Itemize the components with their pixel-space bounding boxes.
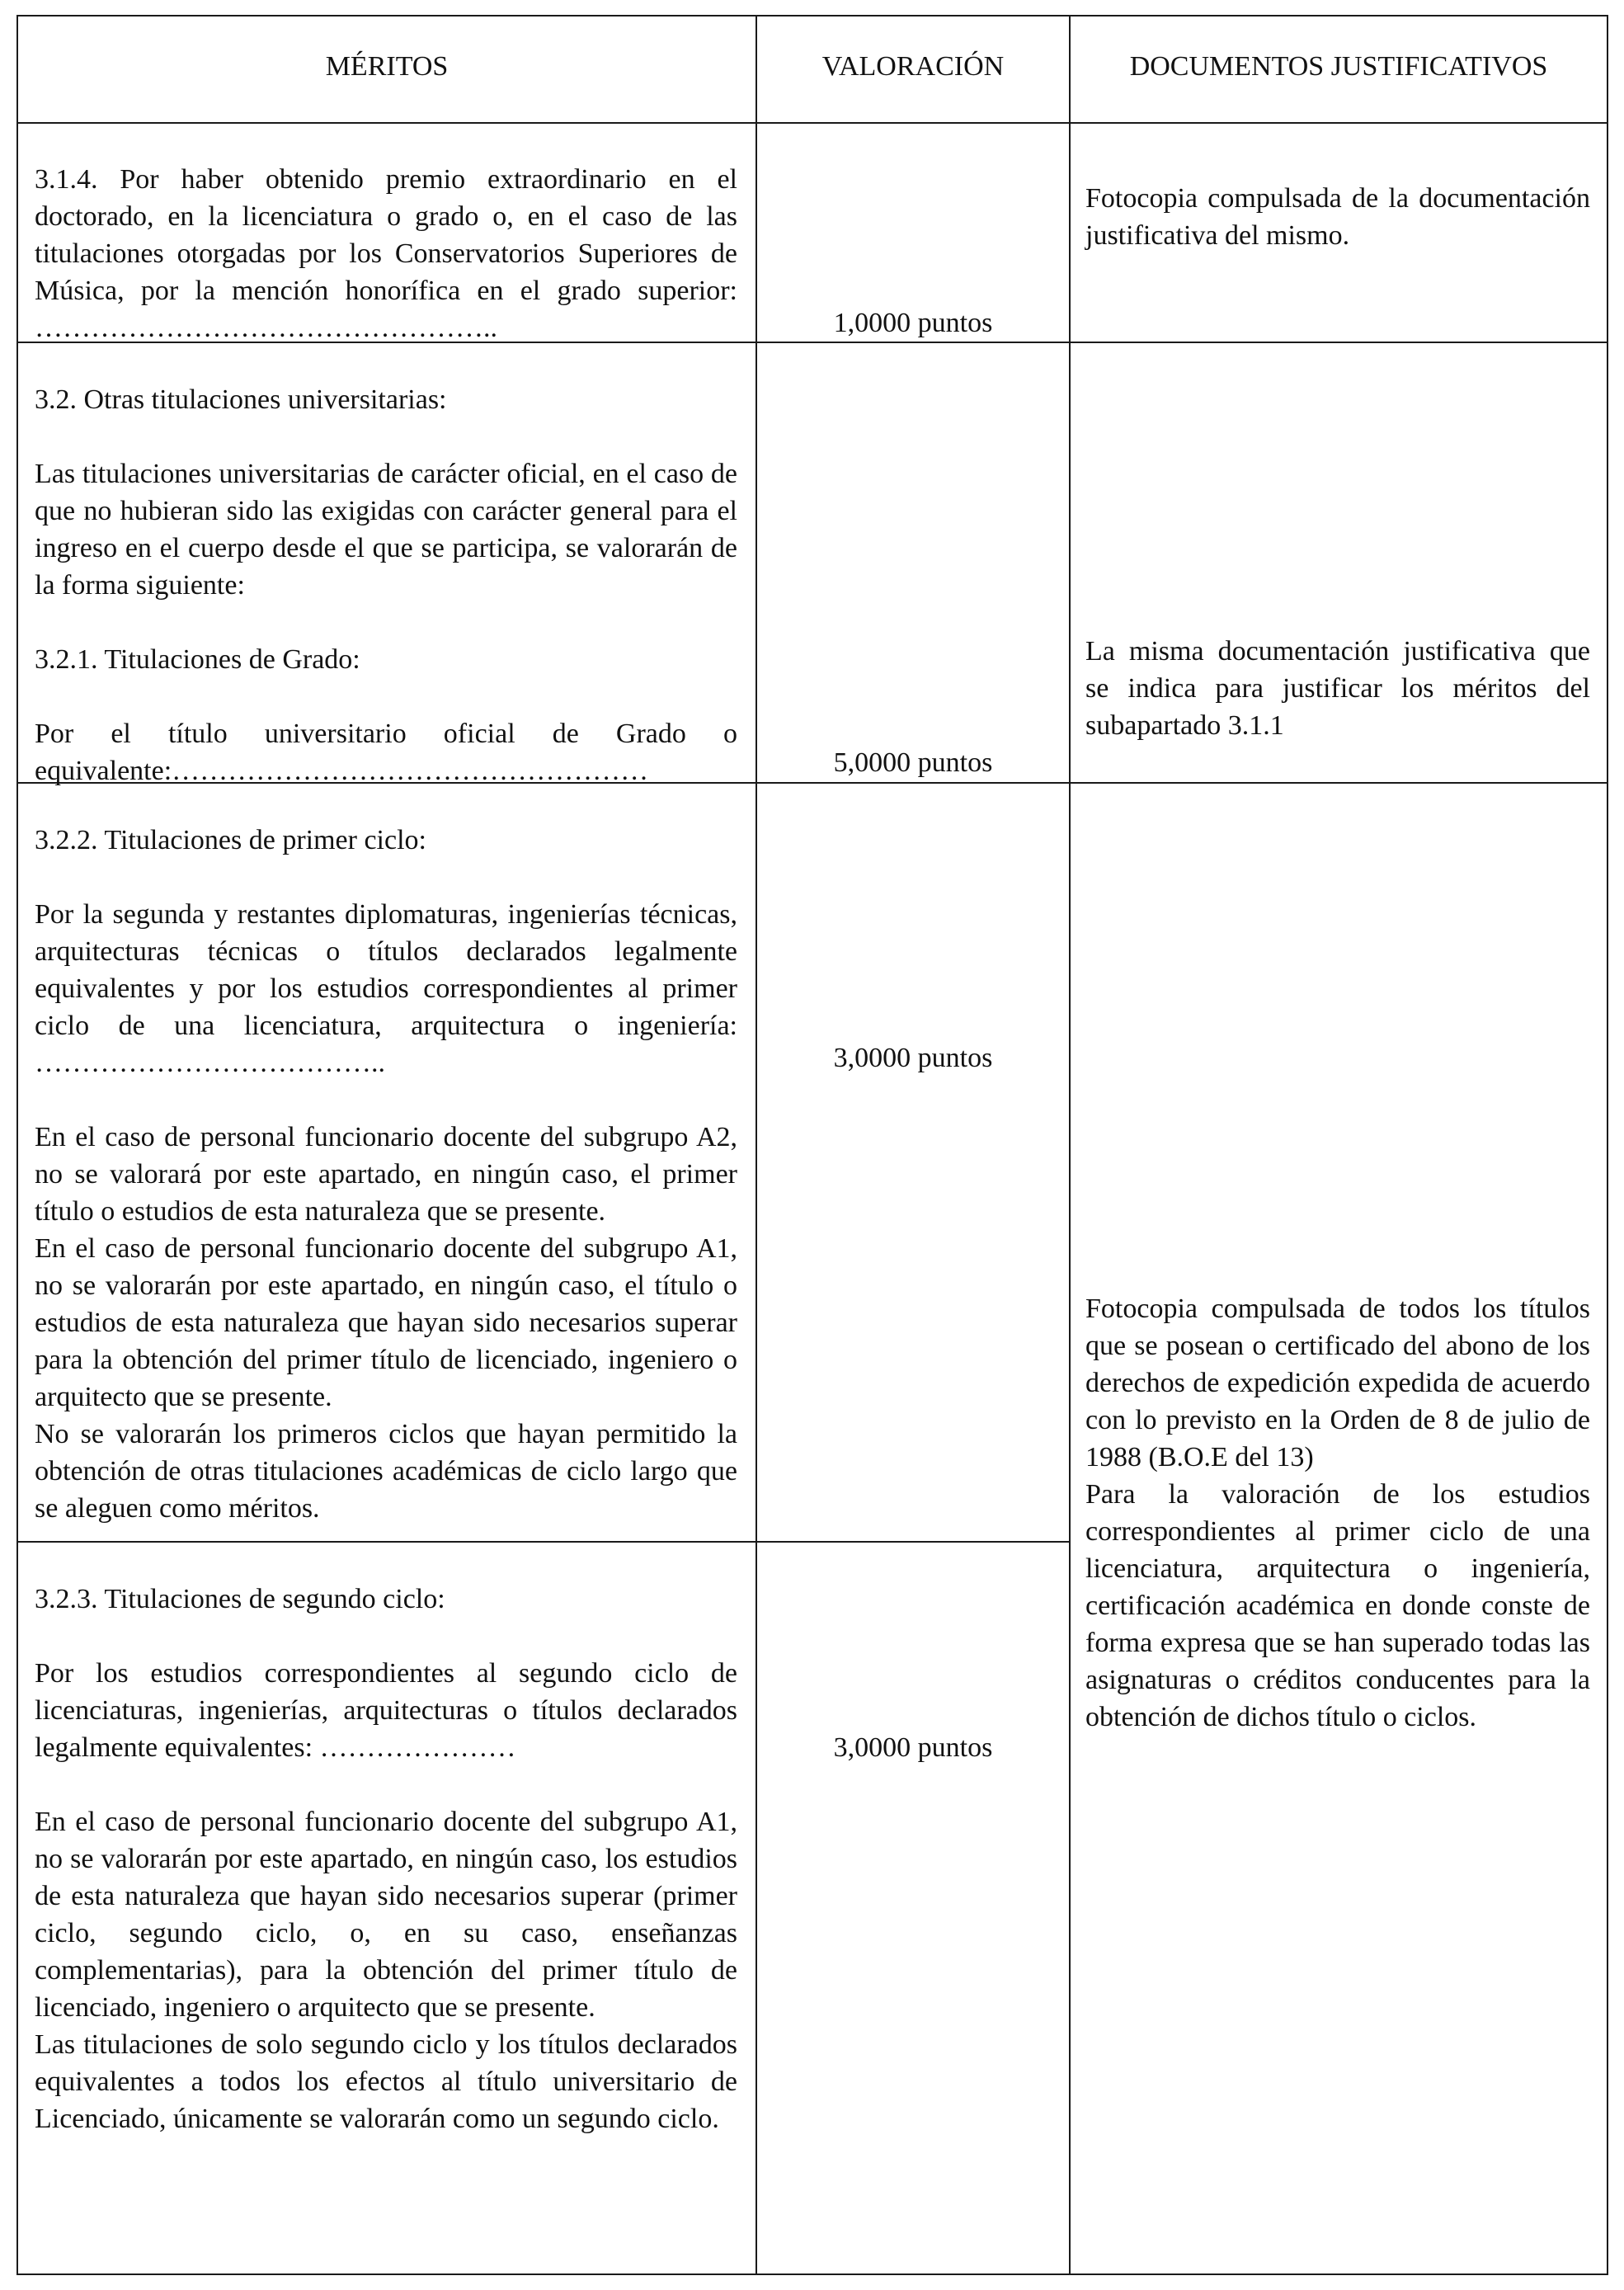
table-border-top bbox=[16, 15, 1608, 16]
merit-3-2-2 bbox=[35, 822, 737, 1527]
table-border-right bbox=[1607, 15, 1608, 2275]
column-divider-2 bbox=[1069, 15, 1071, 2275]
merit-3-2-1-heading: 3.2.1. Titulaciones de Grado: bbox=[35, 644, 360, 675]
merit-3-1-4-text: 3.1.4. Por haber obtenido premio extraordinario en el doctorado, en la licenciatura o grado o, en el caso de las titulaciones otorgadas por los Conservatorios Superiores de Música, por la mención honorífica en el grado superior: ………………………………………….. bbox=[35, 164, 737, 343]
merit-3-2-2-note-a1: En el caso de personal funcionario docente del subgrupo A1, no se valorarán por este apartado, en ningún caso, el título o estudios de esta naturaleza que hayan sido necesarios superar para la obtención del primer título de licenciado, ingeniero o arquitecto que se presente. bbox=[35, 1233, 737, 1412]
header-documentos: DOCUMENTOS JUSTIFICATIVOS bbox=[1129, 51, 1548, 82]
doc-3-2-2-3-2-3 bbox=[1085, 1290, 1590, 1736]
merit-3-1-4 bbox=[35, 161, 737, 346]
doc-shared-valoracion: Para la valoración de los estudios correspondientes al primer ciclo de una licenciatura, arquitectura o ingeniería, certificación académica en donde conste de forma expresa que se han superado todas las asignaturas o créditos conducentes para la obtención de dichos título o ciclos. bbox=[1085, 1479, 1590, 1732]
doc-3-2-1: La misma documentación justificativa que se indica para justificar los méritos del subapartado 3.1.1 bbox=[1085, 636, 1590, 741]
doc-3-1-4: Fotocopia compulsada de la documentación justificativa del mismo. bbox=[1085, 183, 1590, 251]
merit-3-2-heading: 3.2. Otras titulaciones universitarias: bbox=[35, 384, 447, 415]
value-3-2-3: 3,0000 puntos bbox=[833, 1732, 993, 1763]
merit-3-2-3 bbox=[35, 1581, 737, 2137]
value-3-2-2: 3,0000 puntos bbox=[833, 1043, 993, 1073]
merit-3-2-3-note-segundo-ciclo: Las titulaciones de solo segundo ciclo y los títulos declarados equivalentes a todos los efectos al título universitario de Licenciado, únicamente se valorarán como un segundo ciclo. bbox=[35, 2029, 737, 2134]
merit-3-2 bbox=[35, 381, 737, 789]
merit-3-2-3-text: Por los estudios correspondientes al segundo ciclo de licenciaturas, ingenierías, arquitecturas o títulos declarados legalmente equivalentes: ………………… bbox=[35, 1658, 737, 1763]
column-divider-1 bbox=[756, 15, 757, 2275]
merit-3-2-2-heading: 3.2.2. Titulaciones de primer ciclo: bbox=[35, 825, 426, 855]
merit-3-2-1-text: Por el título universitario oficial de Grado o equivalente:…………………………………………… bbox=[35, 719, 737, 786]
header-divider bbox=[16, 122, 1608, 124]
header-valoracion: VALORACIÓN bbox=[821, 51, 1005, 82]
table-border-bottom bbox=[16, 2274, 1608, 2275]
merit-3-2-2-note-a2: En el caso de personal funcionario docente del subgrupo A2, no se valorará por este apartado, en ningún caso, el primer título o estudios de esta naturaleza que se presente. bbox=[35, 1122, 737, 1227]
merit-3-2-2-note-ciclos: No se valorarán los primeros ciclos que hayan permitido la obtención de otras titulaciones académicas de ciclo largo que se aleguen como méritos. bbox=[35, 1419, 737, 1524]
merit-3-2-3-note-a1: En el caso de personal funcionario docente del subgrupo A1, no se valorarán por este apartado, en ningún caso, los estudios de esta naturaleza que hayan sido necesarios superar (primer ciclo, segundo ciclo, o, en su caso, enseñanzas complementarias), para la obtención del primer título de licenciado, ingeniero o arquitecto que se presente. bbox=[35, 1807, 737, 2023]
value-3-1-4: 1,0000 puntos bbox=[833, 308, 993, 338]
row-divider-3 bbox=[16, 1541, 1071, 1543]
doc-shared-certificado: Fotocopia compulsada de todos los títulos que se posean o certificado del abono de los derechos de expedición expedida de acuerdo con lo previsto en la Orden de 8 de julio de 1988 (B.O.E del 13) bbox=[1085, 1293, 1590, 1472]
header-meritos: MÉRITOS bbox=[325, 51, 449, 82]
merit-3-2-3-heading: 3.2.3. Titulaciones de segundo ciclo: bbox=[35, 1584, 445, 1614]
table-border-left bbox=[16, 15, 18, 2275]
merit-3-2-intro: Las titulaciones universitarias de carácter oficial, en el caso de que no hubieran sido las exigidas con carácter general para el ingreso en el cuerpo desde el que se participa, se valorarán de la forma siguiente: bbox=[35, 459, 737, 601]
value-3-2-1: 5,0000 puntos bbox=[833, 747, 993, 778]
merit-3-2-2-text: Por la segunda y restantes diplomaturas, ingenierías técnicas, arquitecturas técnicas o títulos declarados legalmente equivalentes y por los estudios correspondientes al primer ciclo de una licenciatura, arquitectura o ingeniería: ……………………………….. bbox=[35, 899, 737, 1078]
